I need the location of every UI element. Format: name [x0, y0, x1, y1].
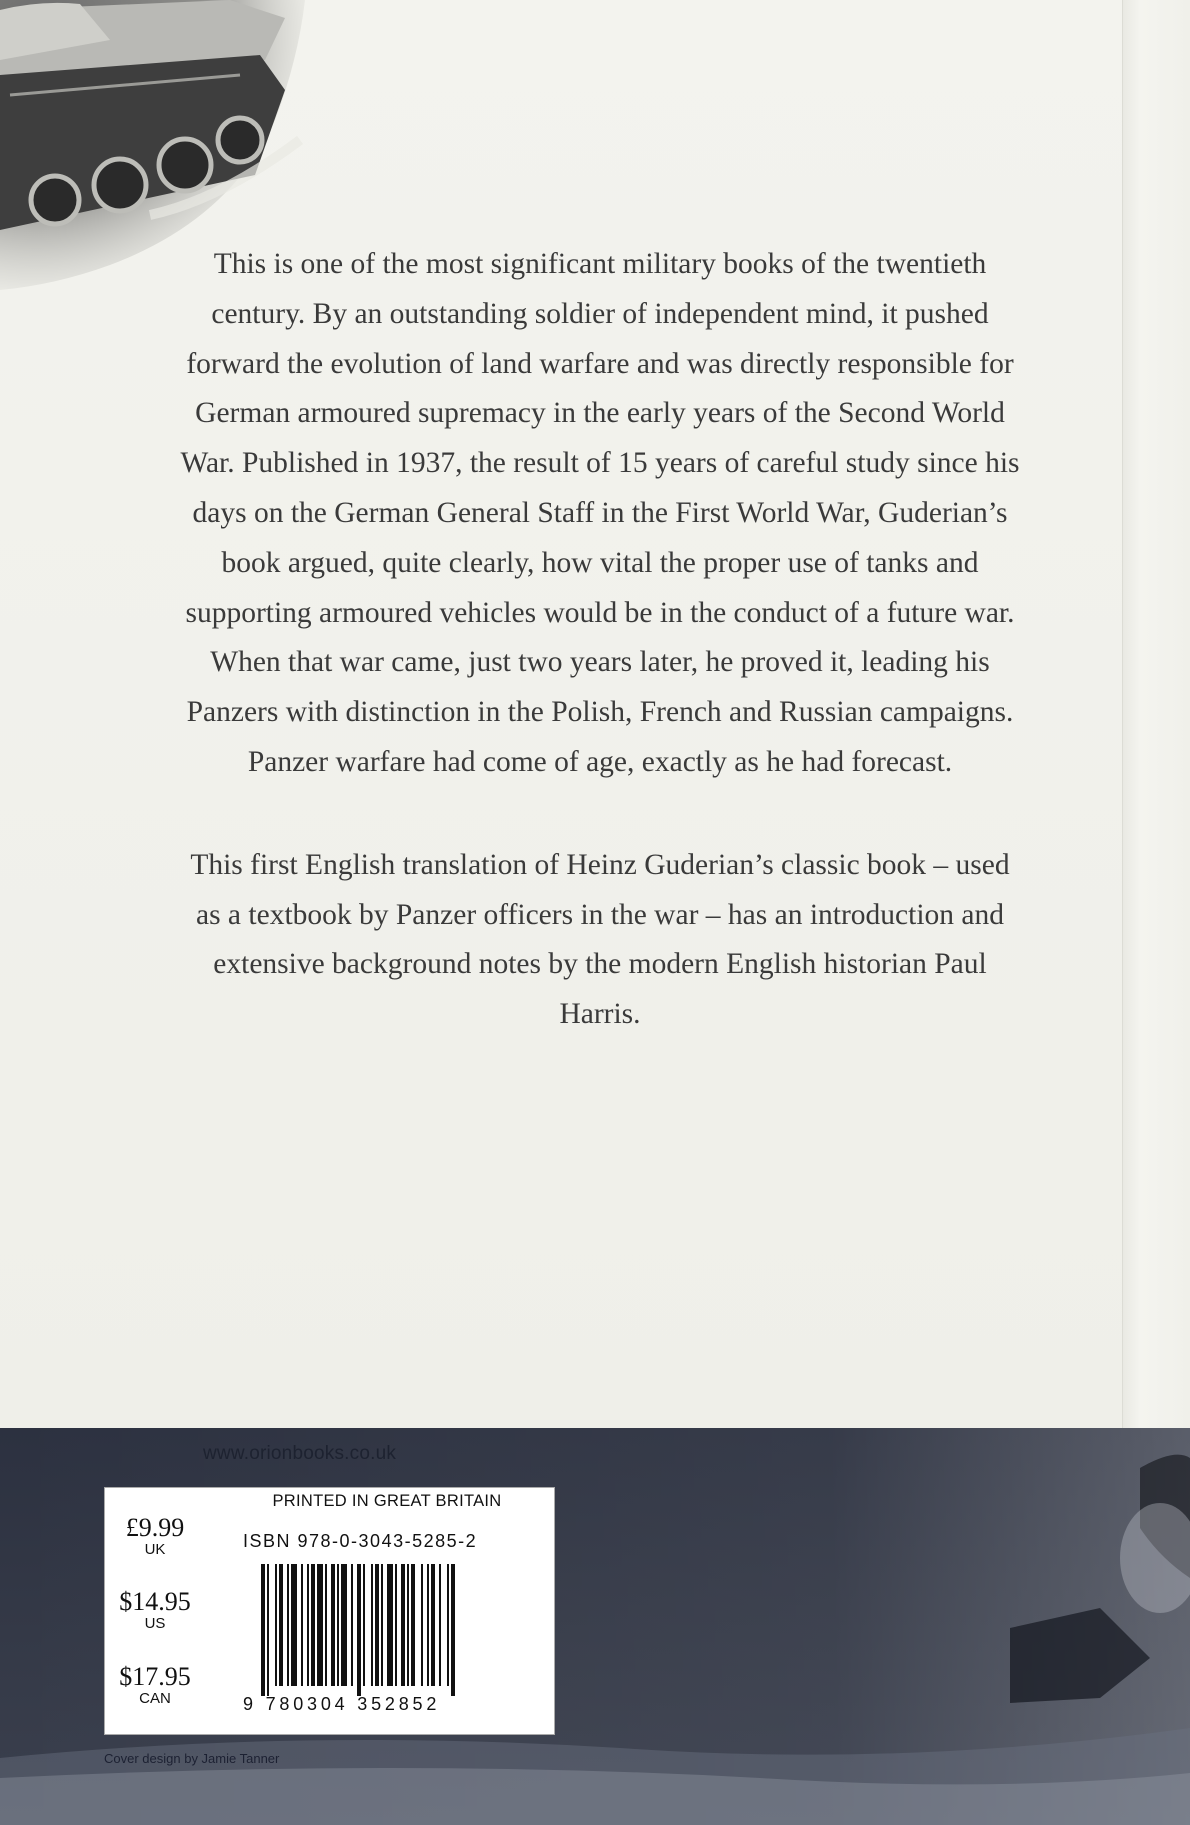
barcode-bar — [261, 1564, 265, 1696]
barcode-bar — [267, 1564, 269, 1696]
barcode-bar — [341, 1564, 347, 1686]
barcode-bar — [301, 1564, 303, 1686]
spine-edge — [1122, 0, 1190, 1430]
price-amount: $17.95 — [119, 1662, 191, 1691]
price-uk — [105, 1514, 205, 1557]
price-can — [105, 1663, 205, 1706]
isbn-label: ISBN 978-0-3043-5285-2 — [243, 1531, 478, 1551]
barcode-bar — [357, 1564, 361, 1696]
price-region: CAN — [139, 1690, 171, 1707]
barcode-bar — [401, 1564, 405, 1686]
barcode-digits: 9 780304 352852 — [243, 1694, 441, 1714]
barcode-bar — [307, 1564, 309, 1686]
barcode-bar — [421, 1564, 423, 1686]
blurb-paragraph-1: This is one of the most significant military books of the twentieth century. By an outstanding soldier of independent mind, it pushed forward the evolution of land warfare and was directly responsible for German armoured supremacy in the early years of the Second World War. Published in 1937, the result of 15 years of careful study since his days on the German General Staff in the First World War, Guderian’s book argued, quite clearly, how vital the proper use of tanks and supporting armoured vehicles would be in the conduct of a future war. When that war came, just two years later, he proved it, leading his Panzers with distinction in the Polish, French and Russian campaigns. Panzer warfare had come of age, exactly as he had forecast. — [180, 248, 1020, 778]
barcode-bar — [447, 1564, 449, 1686]
barcode-bar — [317, 1564, 323, 1686]
barcode-bar — [275, 1564, 277, 1686]
barcode-bar — [331, 1564, 335, 1686]
barcode-bar — [407, 1564, 409, 1686]
price-amount: £9.99 — [125, 1513, 185, 1542]
printed-in-label: PRINTED IN GREAT BRITAIN — [272, 1492, 502, 1510]
barcode-bar — [375, 1564, 379, 1686]
price-barcode-box — [104, 1487, 555, 1735]
price-amount: $14.95 — [119, 1587, 191, 1616]
publisher-website: www.orionbooks.co.uk — [203, 1443, 397, 1464]
barcode-bar — [451, 1564, 455, 1696]
barcode-bar — [325, 1564, 327, 1686]
barcode — [257, 1564, 507, 1696]
price-us — [105, 1588, 205, 1631]
barcode-bar — [427, 1564, 429, 1686]
barcode-bar — [371, 1564, 373, 1686]
barcode-bar — [311, 1564, 315, 1686]
barcode-bar — [287, 1564, 289, 1686]
barcode-bar — [337, 1564, 339, 1686]
price-region: UK — [144, 1541, 166, 1558]
barcode-bar — [411, 1564, 415, 1686]
cover-design-credit: Cover design by Jamie Tanner — [104, 1751, 280, 1766]
barcode-bar — [395, 1564, 397, 1686]
barcode-bar — [351, 1564, 353, 1686]
barcode-bar — [381, 1564, 383, 1686]
barcode-bar — [431, 1564, 435, 1686]
barcode-bar — [279, 1564, 283, 1686]
barcode-bar — [363, 1564, 365, 1686]
blurb — [180, 240, 1020, 1040]
barcode-bar — [387, 1564, 393, 1686]
price-region: US — [144, 1615, 166, 1632]
barcode-bar — [439, 1564, 441, 1686]
barcode-bar — [291, 1564, 297, 1686]
blurb-paragraph-2: This first English translation of Heinz Guderian’s classic book – used as a textbook by Panzer officers in the war – has an introduction and extensive background notes by the modern English historian Paul Harris. — [190, 848, 1010, 1031]
